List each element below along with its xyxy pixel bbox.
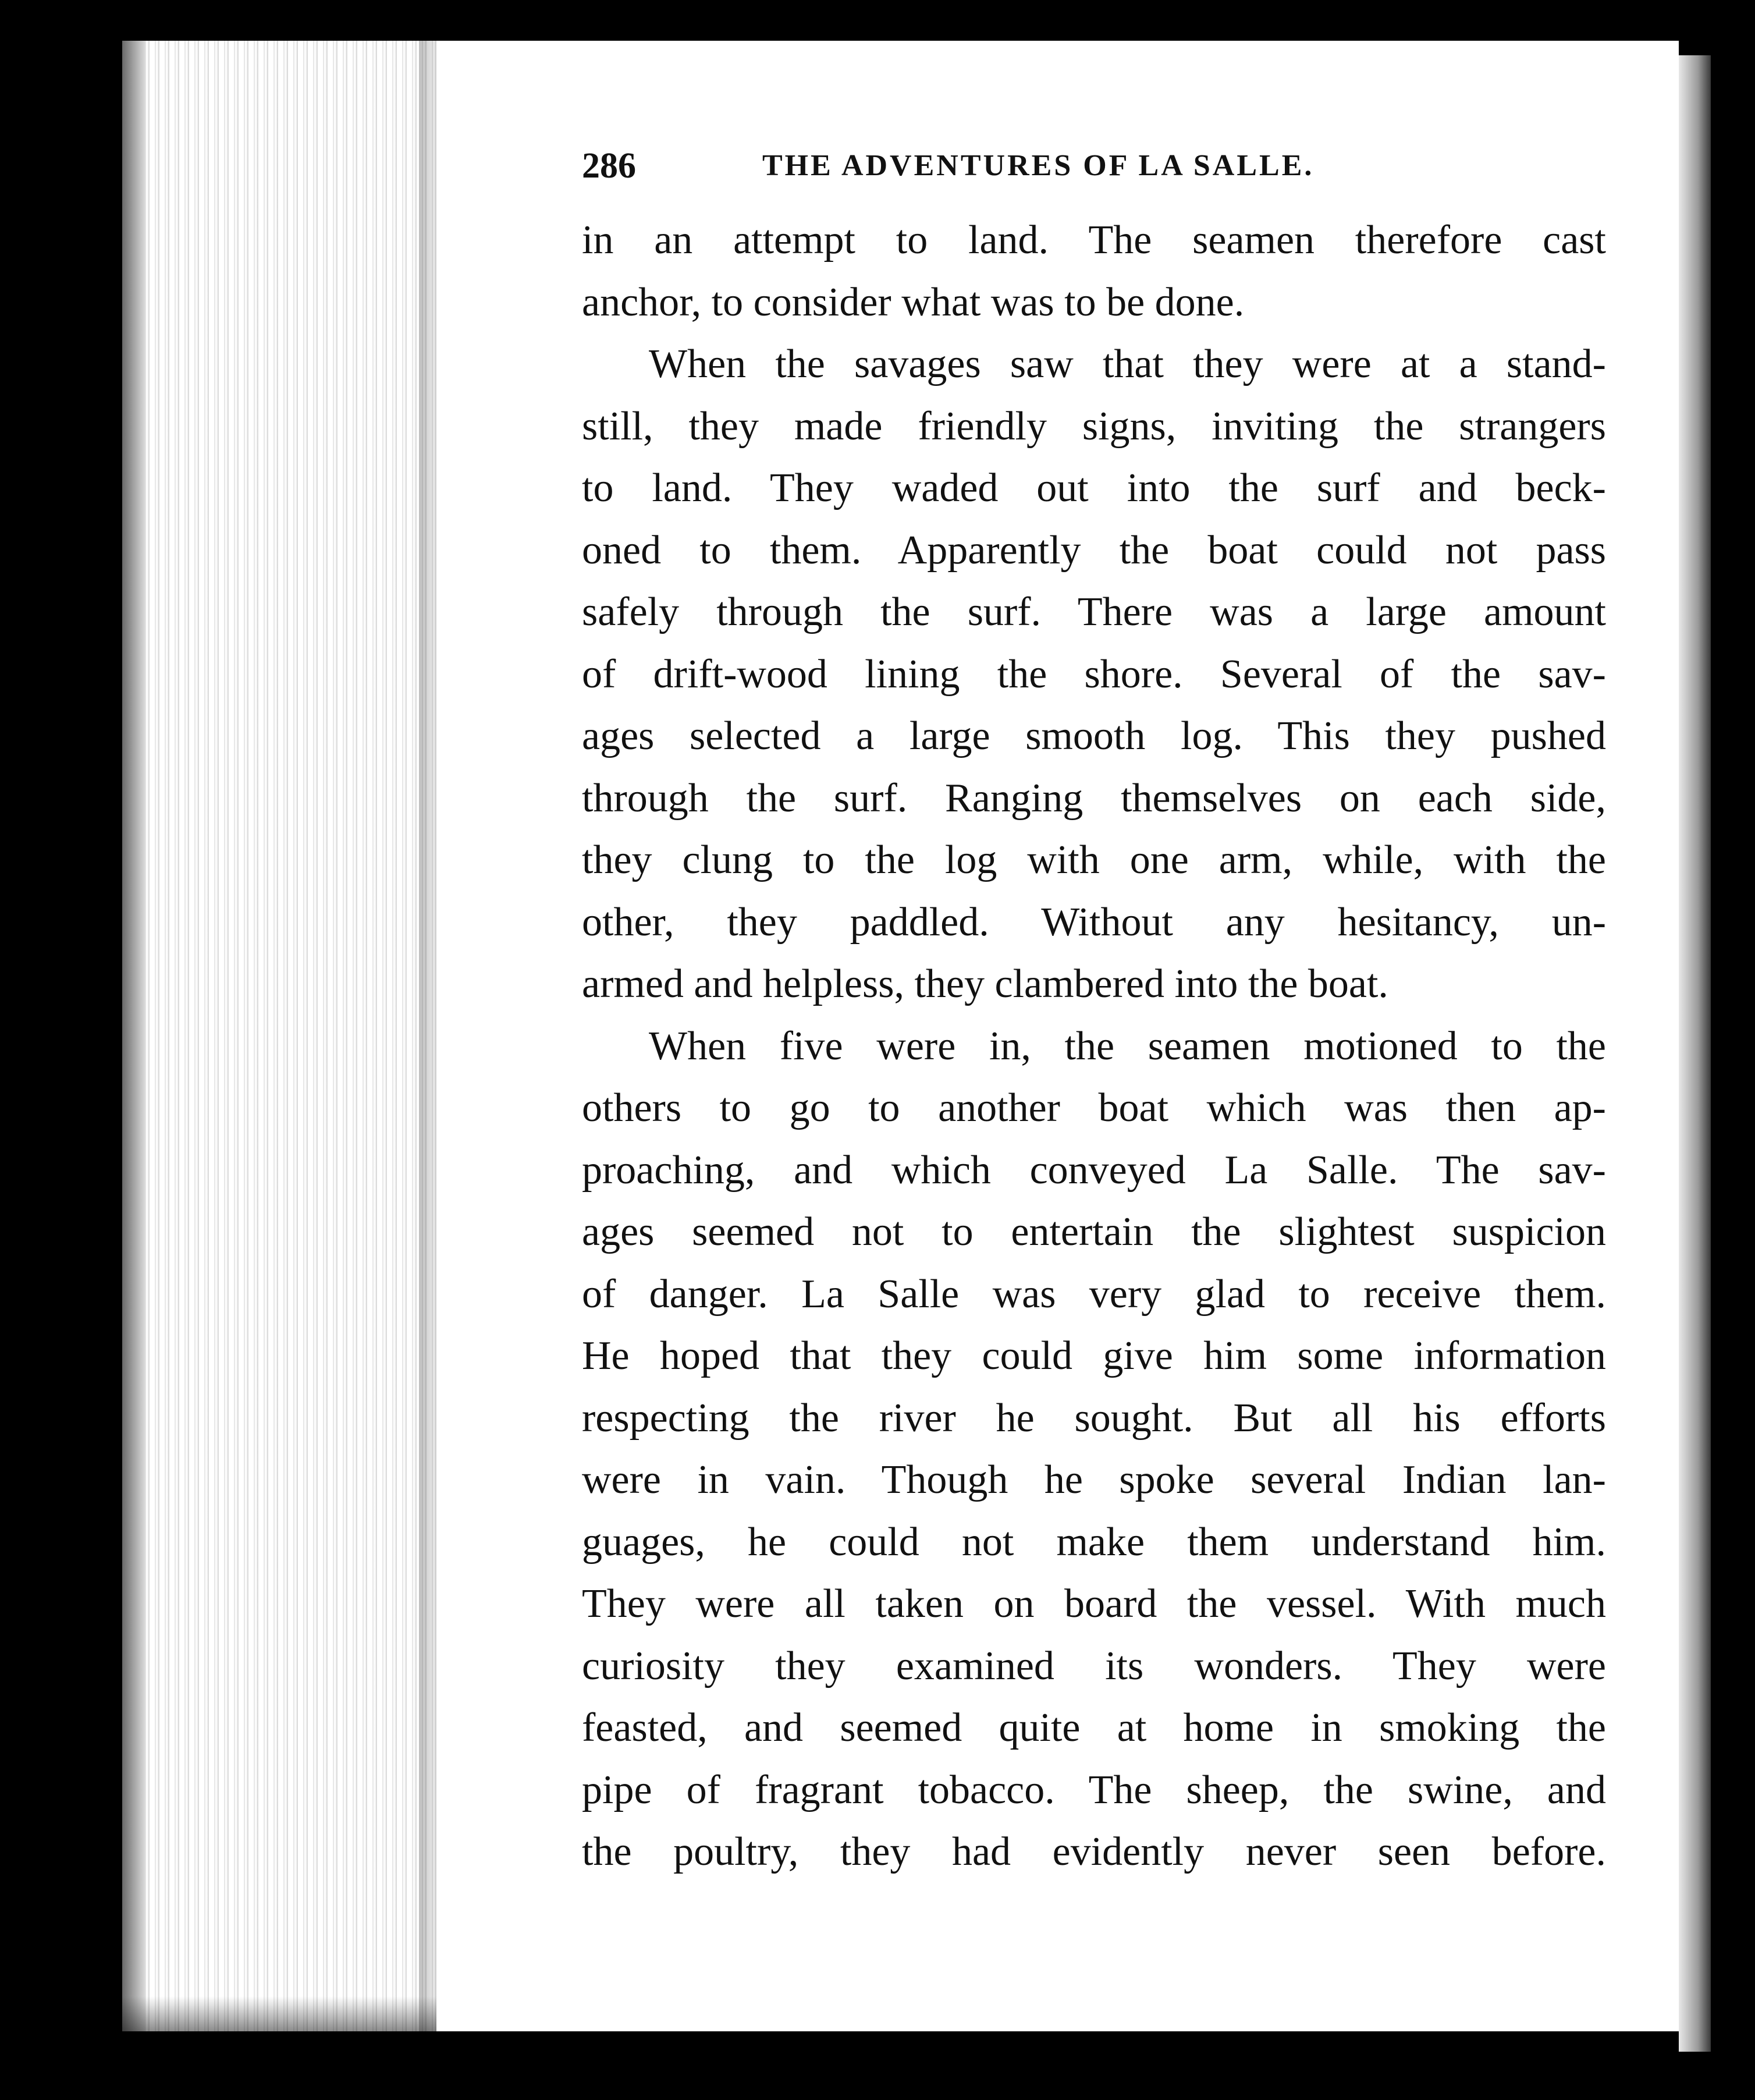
text-line: curiosity they examined its wonders. They were <box>582 1643 1606 1688</box>
text-line: They were all taken on board the vessel. With much <box>582 1581 1606 1626</box>
text-line: still, they made friendly signs, inviting the strangers <box>582 403 1606 449</box>
text-line: were in vain. Though he spoke several Indian lan- <box>582 1457 1606 1502</box>
text-line: oned to them. Apparently the boat could not pass <box>582 527 1606 573</box>
text-line: others to go to another boat which was then ap- <box>582 1086 1606 1130</box>
text-line: proaching, and which conveyed La Salle. The sav- <box>582 1147 1606 1193</box>
page-number: 286 <box>582 146 636 186</box>
text-line: He hoped that they could give him some information <box>582 1333 1606 1378</box>
text-line: anchor, to consider what was to be done. <box>582 279 1245 325</box>
text-line: in an attempt to land. The seamen therefore cast <box>582 218 1606 262</box>
text-line: guages, he could not make them understand him. <box>582 1519 1606 1565</box>
text-line: ages selected a large smooth log. This they pushed <box>582 714 1606 758</box>
text-line: they clung to the log with one arm, while, with the <box>582 838 1606 882</box>
text-line: armed and helpless, they clambered into the boat. <box>582 962 1388 1006</box>
page-header <box>582 134 1606 198</box>
book-page-edges <box>122 41 436 2031</box>
text-line: When the savages saw that they were at a stand- <box>649 342 1606 386</box>
text-line: safely through the surf. There was a large amount <box>582 590 1606 634</box>
book-page <box>436 41 1679 2031</box>
text-line: to land. They waded out into the surf and beck- <box>582 466 1606 510</box>
text-line: of danger. La Salle was very glad to receive them. <box>582 1271 1606 1317</box>
body-text <box>582 210 1606 1883</box>
text-line: other, they paddled. Without any hesitancy, un- <box>582 899 1606 945</box>
running-title: THE ADVENTURES OF LA SALLE. <box>762 149 1315 182</box>
text-line: pipe of fragrant tobacco. The sheep, the swine, and <box>582 1767 1606 1812</box>
text-line: When five were in, the seamen motioned to the <box>649 1023 1606 1069</box>
text-line: ages seemed not to entertain the slightest suspicion <box>582 1209 1606 1254</box>
text-line: respecting the river he sought. But all his efforts <box>582 1395 1606 1441</box>
right-page-edge <box>1679 55 1711 2052</box>
text-line: feasted, and seemed quite at home in smoking the <box>582 1705 1606 1750</box>
text-line: the poultry, they had evidently never seen before. <box>582 1829 1606 1874</box>
text-line: of drift-wood lining the shore. Several of the sav- <box>582 651 1606 697</box>
text-line: through the surf. Ranging themselves on each side, <box>582 775 1606 821</box>
